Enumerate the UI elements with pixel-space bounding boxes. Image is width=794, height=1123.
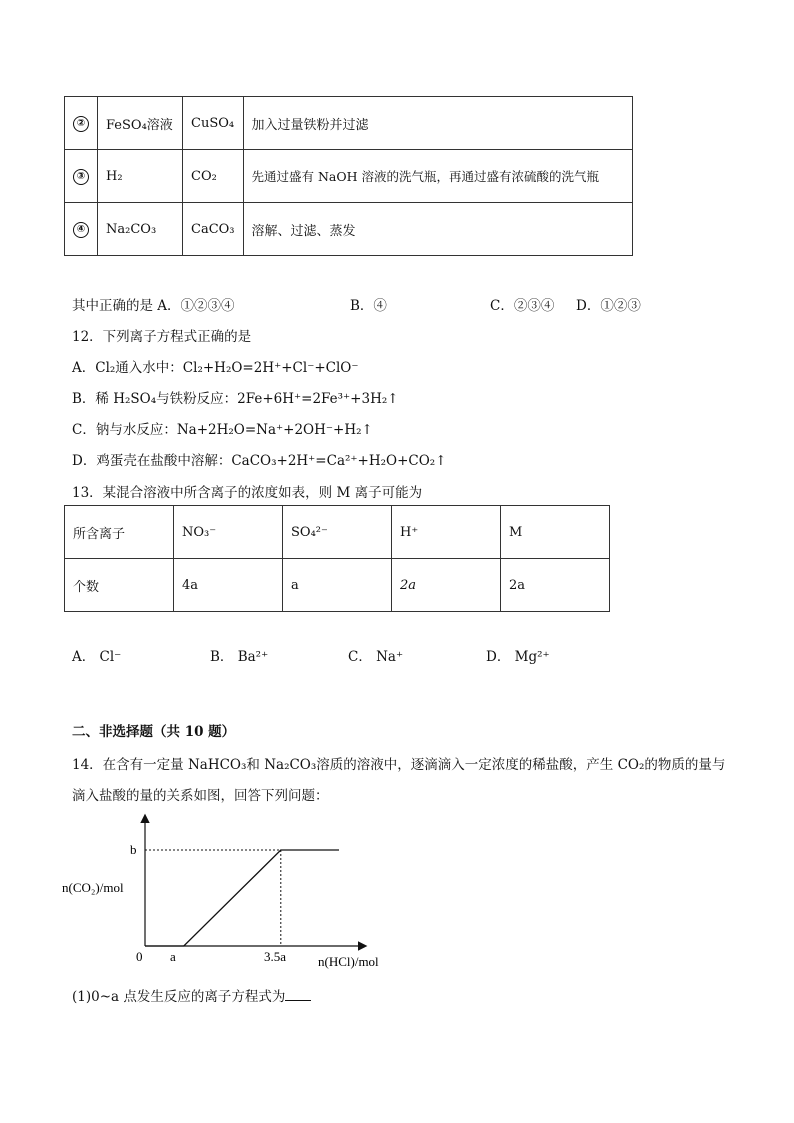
q14-sub1-text: (1)0~a 点发生反应的离子方程式为	[72, 989, 286, 1005]
q13-option-d: D． Mg²⁺	[486, 649, 550, 665]
header-cell: SO₄²⁻	[283, 506, 392, 559]
q13-table	[64, 505, 610, 612]
substance-cell: Na₂CO₃	[98, 203, 183, 256]
section-heading: 二、非选择题（共 10 题）	[72, 724, 236, 740]
table-row	[65, 97, 633, 150]
q14-line1: 14．在含有一定量 NaHCO₃和 Na₂CO₃溶质的溶液中，逐滴滴入一定浓度的稀盐酸，产生 CO₂的物质的量与	[72, 757, 726, 773]
table-row	[65, 203, 633, 256]
substance-cell: FeSO₄溶液	[98, 97, 183, 150]
q14-sub1	[72, 985, 311, 1005]
value-cell: 2a	[392, 559, 501, 612]
header-cell: M	[501, 506, 610, 559]
q12-option-b: B．稀 H₂SO₄与铁粉反应：2Fe+6H⁺=2Fe³⁺+3H₂↑	[72, 391, 399, 407]
q11-option-c: C．②③④	[490, 298, 555, 314]
q12-option-d: D．鸡蛋壳在盐酸中溶解：CaCO₃+2H⁺=Ca²⁺+H₂O+CO₂↑	[72, 453, 447, 469]
q11-option-d: D．①②③	[576, 298, 641, 314]
x-tick-label: 3.5a	[264, 949, 287, 964]
q12-option-a: A．Cl₂通入水中：Cl₂+H₂O=2H⁺+Cl⁻+ClO⁻	[72, 360, 359, 376]
row-number: ②	[73, 116, 89, 132]
value-cell: a	[283, 559, 392, 612]
q12-option-c: C．钠与水反应：Na+2H₂O=Na⁺+2OH⁻+H₂↑	[72, 422, 373, 438]
x-tick-label: a	[170, 949, 176, 964]
impurity-cell: CaCO₃	[183, 203, 244, 256]
row-number: ③	[73, 169, 89, 185]
value-cell: 4a	[174, 559, 283, 612]
value-cell: 个数	[65, 559, 174, 612]
table-row	[65, 150, 633, 203]
q13-option-b: B． Ba²⁺	[210, 649, 269, 665]
q14-line2: 滴入盐酸的量的关系如图，回答下列问题：	[72, 788, 329, 804]
q13-stem: 13．某混合溶液中所含离子的浓度如表，则 M 离子可能为	[72, 485, 423, 501]
header-cell: H⁺	[392, 506, 501, 559]
y-axis-label: n(CO₂)/mol	[62, 880, 124, 895]
substance-cell: H₂	[98, 150, 183, 203]
q13-option-c: C． Na⁺	[348, 649, 404, 665]
table-row	[65, 506, 610, 559]
table-row	[65, 559, 610, 612]
series-line	[145, 850, 339, 946]
x-tick-label: 0	[136, 949, 143, 964]
q11-option-b: B．④	[350, 298, 387, 314]
answer-blank[interactable]	[285, 988, 311, 1001]
value-cell: 2a	[501, 559, 610, 612]
q13-option-a: A． Cl⁻	[72, 649, 122, 665]
co2-hcl-chart	[60, 808, 400, 978]
x-axis-label: n(HCl)/mol	[318, 954, 379, 969]
q11-option-a: 其中正确的是 A．①②③④	[72, 298, 235, 314]
q11-table	[64, 96, 633, 256]
row-number: ④	[73, 222, 89, 238]
y-tick-label: b	[130, 842, 137, 857]
method-cell: 加入过量铁粉并过滤	[243, 97, 632, 150]
impurity-cell: CuSO₄	[183, 97, 244, 150]
method-cell: 先通过盛有 NaOH 溶液的洗气瓶，再通过盛有浓硫酸的洗气瓶	[243, 150, 632, 203]
impurity-cell: CO₂	[183, 150, 244, 203]
header-cell: 所含离子	[65, 506, 174, 559]
header-cell: NO₃⁻	[174, 506, 283, 559]
q12-stem: 12．下列离子方程式正确的是	[72, 329, 252, 345]
method-cell: 溶解、过滤、蒸发	[243, 203, 632, 256]
